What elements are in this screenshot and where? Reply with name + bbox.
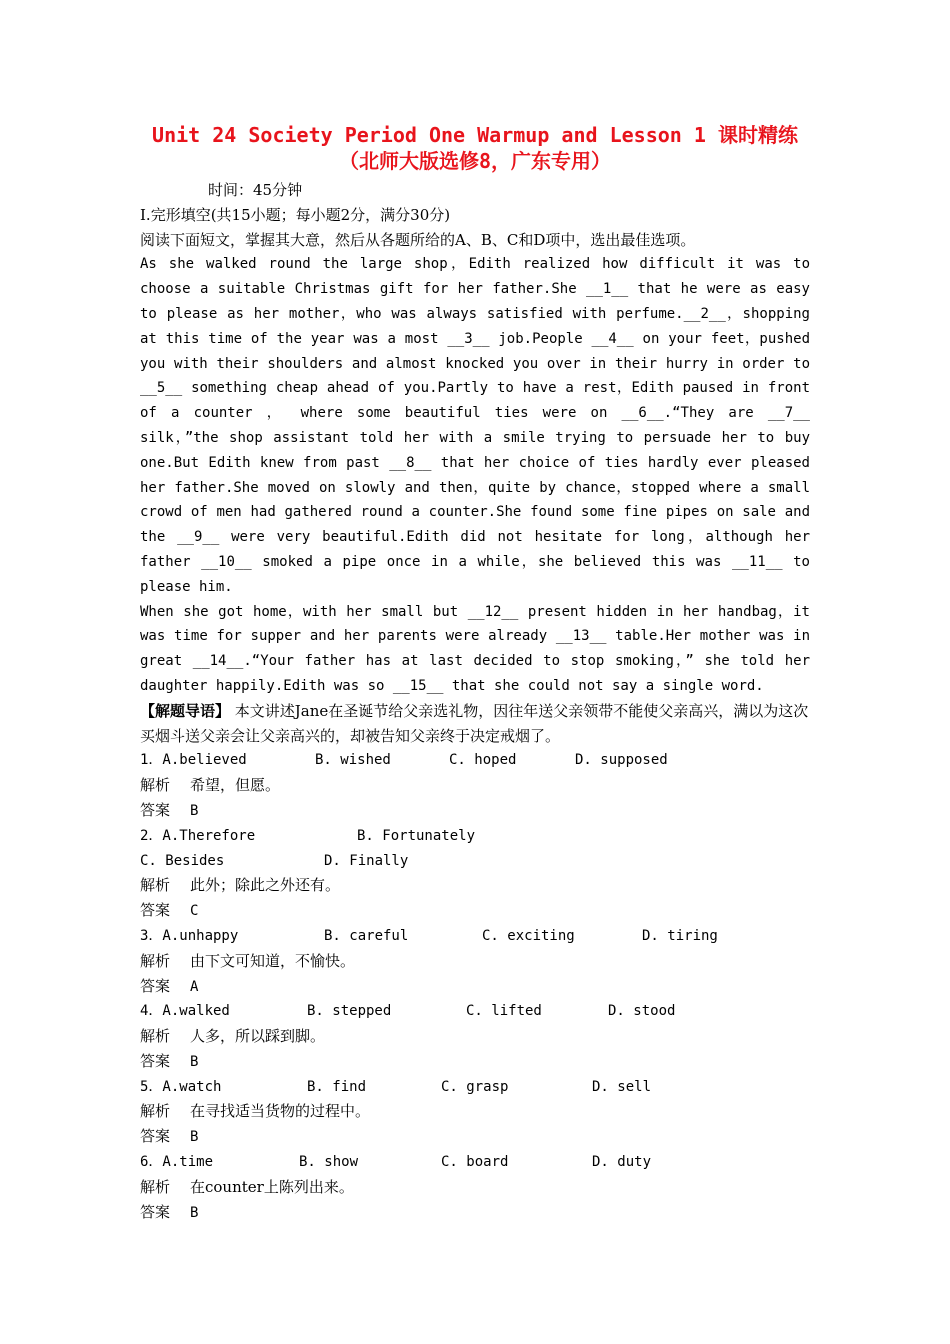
answer-value: B bbox=[190, 802, 199, 819]
analysis-label: 解析 bbox=[140, 1102, 171, 1121]
question-6 bbox=[140, 1150, 810, 1225]
option-c: C. hoped bbox=[449, 752, 517, 769]
analysis-line bbox=[140, 1099, 810, 1124]
option-c: C. Besides bbox=[140, 852, 225, 869]
document-title: Unit 24 Society Period One Warmup and Lesson 1 课时精练（北师大版选修8，广东专用） bbox=[152, 123, 798, 173]
answer-value: A bbox=[190, 978, 199, 995]
option-c: C. lifted bbox=[466, 1003, 542, 1020]
analysis-line bbox=[140, 1024, 810, 1049]
answer-label: 答案 bbox=[140, 800, 171, 819]
guide-text: 本文讲述Jane在圣诞节给父亲选礼物，因往年送父亲领带不能使父亲高兴，满以为这次买烟斗送父亲会让父亲高兴的，却被告知父亲终于决定戒烟了。 bbox=[140, 701, 809, 745]
question-3 bbox=[140, 924, 810, 999]
options-row bbox=[140, 824, 810, 849]
option-a: 5．A.watch bbox=[140, 1078, 222, 1095]
option-d: D. supposed bbox=[575, 752, 668, 769]
analysis-text: 此外；除此之外还有。 bbox=[190, 876, 341, 895]
answer-label: 答案 bbox=[140, 901, 171, 920]
option-a: 2．A.Therefore bbox=[140, 827, 256, 844]
options-row bbox=[140, 748, 810, 773]
answer-label: 答案 bbox=[140, 1051, 171, 1070]
option-a: 6．A.time bbox=[140, 1154, 214, 1171]
option-d: D. Finally bbox=[324, 852, 409, 869]
options-row bbox=[140, 849, 810, 874]
passage-paragraph-2: When she got home，with her small but __12__ present hidden in her handbag，it was time for supper and her parents were already __13__ table.Her mother was in great __14__.“Your father has at last decided to stop smoking，” she told her daughter happily.Edith was so __15__ that she could not say a single word. bbox=[140, 603, 810, 694]
options-row bbox=[140, 999, 810, 1024]
option-a: 4．A.walked bbox=[140, 1003, 230, 1020]
option-a: 1．A.believed bbox=[140, 752, 247, 769]
question-4 bbox=[140, 999, 810, 1074]
answer-line bbox=[140, 898, 810, 924]
answer-line bbox=[140, 798, 810, 824]
question-5 bbox=[140, 1075, 810, 1150]
guide-label: 【解题导语】 bbox=[140, 701, 231, 720]
time-limit: 时间：45分钟 bbox=[208, 181, 303, 199]
analysis-line bbox=[140, 1175, 810, 1200]
option-c: C. grasp bbox=[441, 1078, 509, 1095]
analysis-label: 解析 bbox=[140, 951, 171, 970]
document-page bbox=[140, 120, 810, 1225]
passage-paragraph-1: As she walked round the large shop，Edith realized how difficult it was to choose a suitable Christmas gift for her father.She __1__ that he were as easy to please as her mother，who was always satisfied with perfume.__2__，shopping at this time of the year was a most __3__ job.People __4__ on your feet，pushed you with their shoulders and almost knocked you over in their hurry in order to __5__ something cheap ahead of you.Partly to have a rest，Edith paused in front of a counter ， where some beautiful ties were on __6__.“They are __7__ silk，”the shop assistant told her with a smile trying to persuade her to buy one.But Edith knew from past __8__ that her choice of ties hardly ever pleased her father.She moved on slowly and then，quite by chance，stopped where a small crowd of men had gathered round a counter.She found some fine pipes on sale and the __9__ were very beautiful.Edith did not hesitate for long，although her father __10__ smoked a pipe once in a while，she believed this was __11__ to please him. bbox=[140, 256, 810, 595]
cloze-passage bbox=[140, 252, 810, 698]
option-b: B. Fortunately bbox=[357, 827, 476, 844]
reading-guide bbox=[140, 699, 810, 749]
option-a: 3．A.unhappy bbox=[140, 927, 239, 944]
option-b: B. wished bbox=[315, 752, 391, 769]
analysis-text: 希望，但愿。 bbox=[190, 776, 281, 795]
option-b: B. stepped bbox=[307, 1003, 392, 1020]
analysis-line bbox=[140, 773, 810, 798]
analysis-label: 解析 bbox=[140, 1177, 171, 1196]
option-b: B. find bbox=[307, 1078, 367, 1095]
answer-label: 答案 bbox=[140, 1202, 171, 1221]
section-heading: I.完形填空(共15小题；每小题2分，满分30分) bbox=[140, 205, 451, 224]
options-row bbox=[140, 1150, 810, 1175]
option-d: D. tiring bbox=[642, 927, 718, 944]
option-b: B. careful bbox=[324, 927, 409, 944]
analysis-label: 解析 bbox=[140, 876, 171, 895]
option-b: B. show bbox=[299, 1154, 359, 1171]
analysis-text: 人多，所以踩到脚。 bbox=[190, 1027, 326, 1046]
answer-line bbox=[140, 1124, 810, 1150]
analysis-text: 由下文可知道，不愉快。 bbox=[190, 951, 356, 970]
answer-line bbox=[140, 1200, 810, 1226]
question-2 bbox=[140, 824, 810, 924]
answer-label: 答案 bbox=[140, 976, 171, 995]
answer-value: B bbox=[190, 1129, 199, 1146]
analysis-text: 在counter上陈列出来。 bbox=[190, 1177, 354, 1196]
option-c: C. exciting bbox=[482, 927, 575, 944]
option-c: C. board bbox=[441, 1154, 509, 1171]
question-1 bbox=[140, 748, 810, 823]
answer-line bbox=[140, 1049, 810, 1075]
option-d: D. stood bbox=[608, 1003, 676, 1020]
answer-label: 答案 bbox=[140, 1127, 171, 1146]
analysis-label: 解析 bbox=[140, 776, 171, 795]
analysis-line bbox=[140, 949, 810, 974]
options-row bbox=[140, 924, 810, 949]
option-d: D. duty bbox=[592, 1154, 652, 1171]
instruction: 阅读下面短文，掌握其大意，然后从各题所给的A、B、C和D项中，选出最佳选项。 bbox=[140, 230, 696, 249]
answer-value: B bbox=[190, 1053, 199, 1070]
analysis-line bbox=[140, 873, 810, 898]
options-row bbox=[140, 1075, 810, 1100]
analysis-text: 在寻找适当货物的过程中。 bbox=[190, 1102, 371, 1121]
answer-value: C bbox=[190, 903, 199, 920]
analysis-label: 解析 bbox=[140, 1027, 171, 1046]
answer-line bbox=[140, 974, 810, 1000]
option-d: D. sell bbox=[592, 1078, 652, 1095]
answer-value: B bbox=[190, 1204, 199, 1221]
